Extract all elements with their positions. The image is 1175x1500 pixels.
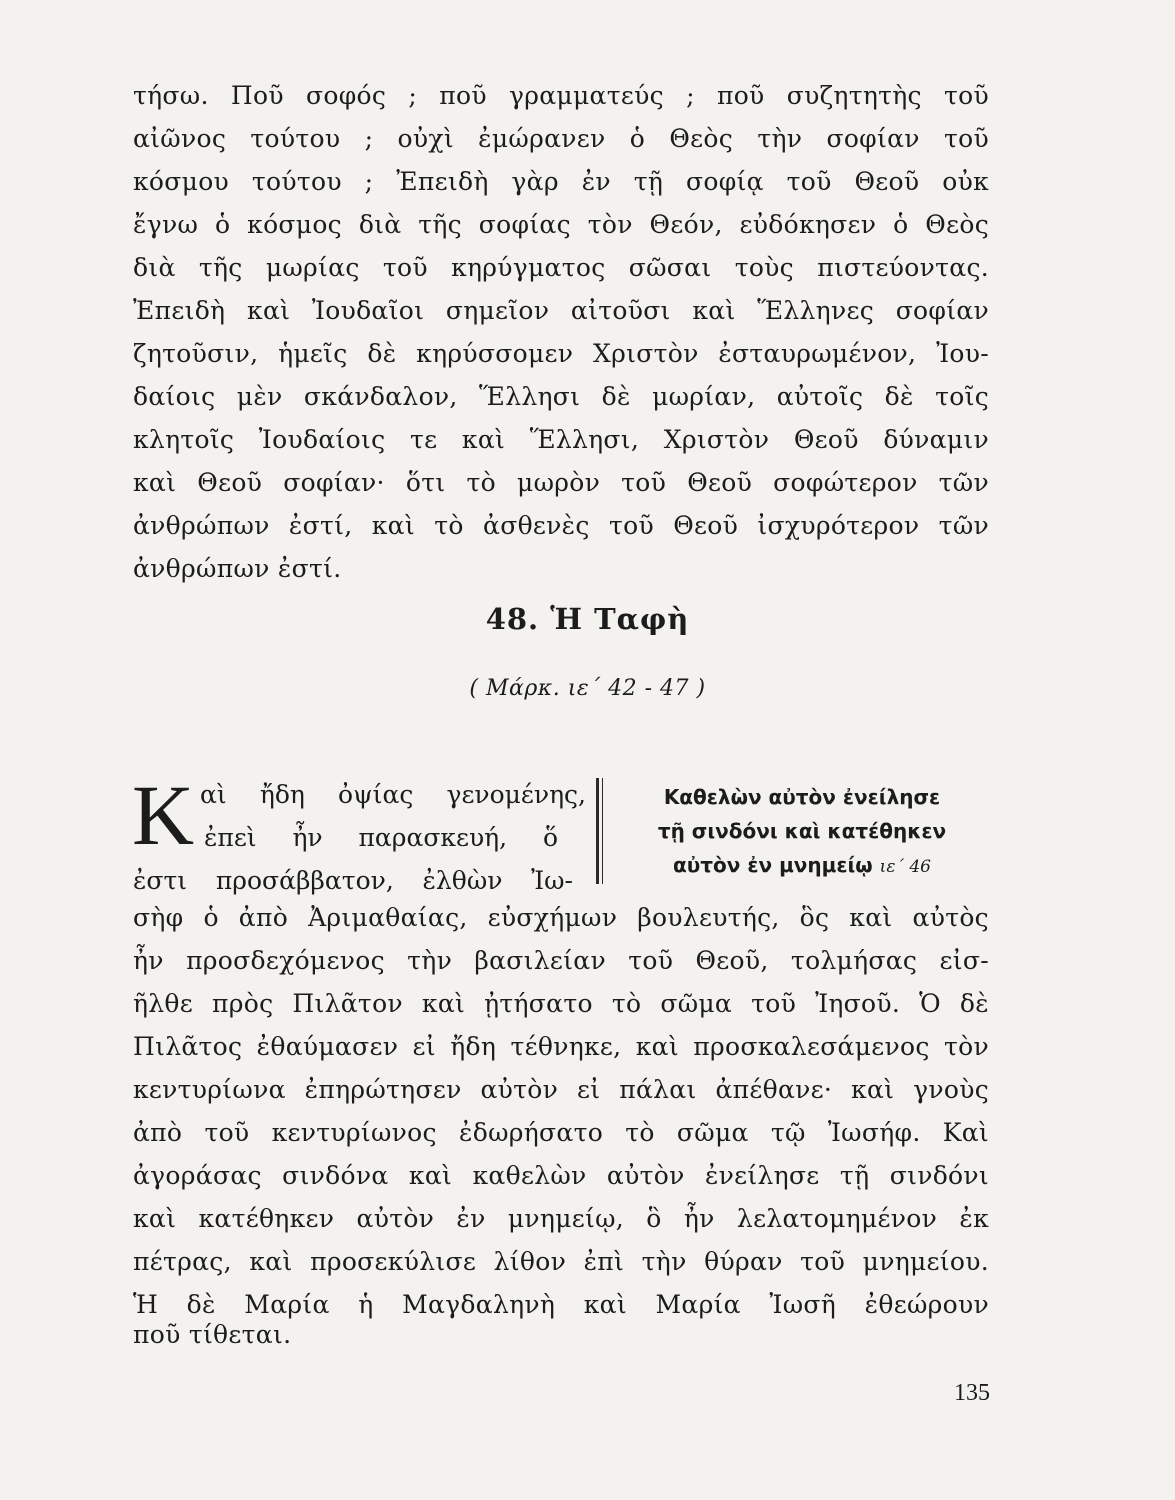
section-heading: 48. Ἡ Ταφὴ [485,602,690,636]
text-line: ἀπὸ τοῦ κεντυρίωνος ἐδωρήσατο τὸ σῶμα τῷ Ἰωσήφ. Καὶ [133,1118,989,1147]
page-number: 135 [954,1380,990,1406]
text-line: ποῦ τίθεται. [133,1320,292,1349]
text-line: αἰῶνος τούτου ; οὐχὶ ἐμώρανεν ὁ Θεὸς τὴν σοφίαν τοῦ [133,124,989,153]
text-line: ἀγοράσας σινδόνα καὶ καθελὼν αὐτὸν ἐνείλησε τῇ σινδόνι [133,1161,989,1190]
text-line: ἀνθρώπων ἐστί, καὶ τὸ ἀσθενὲς τοῦ Θεοῦ ἰσχυρότερον τῶν [133,511,989,540]
section-reference: ( Μάρκ. ιε΄ 42 - 47 ) [469,676,706,701]
sidenote-line: τῇ σινδόνι καὶ κατέθηκεν [657,819,947,843]
margin-rule [602,778,603,884]
text-line: σὴφ ὁ ἀπὸ Ἀριμαθαίας, εὐσχήμων βουλευτής, ὃς καὶ αὐτὸς [133,903,989,932]
text-line: ἔγνω ὁ κόσμος διὰ τῆς σοφίας τὸν Θεόν, εὐδόκησεν ὁ Θεὸς [133,210,989,239]
sidenote-line: Καθελὼν αὐτὸν ἐνείλησε [663,785,941,809]
text-line: καὶ Θεοῦ σοφίαν· ὅτι τὸ μωρὸν τοῦ Θεοῦ σοφώτερον τῶν [133,468,989,497]
text-line: Πιλᾶτος ἐθαύμασεν εἰ ἤδη τέθνηκε, καὶ προσκαλεσάμενος τὸν [133,1032,989,1061]
text-line: τήσω. Ποῦ σοφός ; ποῦ γραμματεύς ; ποῦ συζητητὴς τοῦ [133,81,989,110]
sidenote-reference: ιε΄ 46 [879,857,931,877]
sidenote-line: αὐτὸν ἐν μνημείῳ [673,853,873,877]
text-line: πέτρας, καὶ προσεκύλισε λίθον ἐπὶ τὴν θύραν τοῦ μνημείου. [133,1247,989,1276]
text-line: διὰ τῆς μωρίας τοῦ κηρύγματος σῶσαι τοὺς πιστεύοντας. [133,253,989,282]
text-line: Ἡ δὲ Μαρία ἡ Μαγδαληνὴ καὶ Μαρία Ἰωσῆ ἐθεώρουν [133,1290,989,1319]
text-line: κλητοῖς Ἰουδαίοις τε καὶ Ἕλλησι, Χριστὸν Θεοῦ δύναμιν [133,425,989,454]
text-line: καὶ κατέθηκεν αὐτὸν ἐν μνημείῳ, ὃ ἦν λελατομημένον ἐκ [133,1204,989,1233]
text-line: κεντυρίωνα ἐπηρώτησεν αὐτὸν εἰ πάλαι ἀπέθανε· καὶ γνοὺς [133,1075,989,1104]
drop-cap: Κ [132,767,195,863]
text-line: κόσμου τούτου ; Ἐπειδὴ γὰρ ἐν τῇ σοφίᾳ τοῦ Θεοῦ οὐκ [133,167,989,196]
text-line: ἐστι προσάββατον, ἐλθὼν Ἰω- [133,866,573,895]
text-line: αὶ ἤδη ὀψίας γενομένης, [200,780,586,809]
text-line: Ἐπειδὴ καὶ Ἰουδαῖοι σημεῖον αἰτοῦσι καὶ Ἕλληνες σοφίαν [133,296,989,325]
text-line: ἐπεὶ ἦν παρασκευή, ὅ [204,823,558,852]
text-line: δαίοις μὲν σκάνδαλον, Ἕλλησι δὲ μωρίαν, αὐτοῖς δὲ τοῖς [133,382,989,411]
text-line: ζητοῦσιν, ἡμεῖς δὲ κηρύσσομεν Χριστὸν ἐσταυρωμένον, Ἰου- [133,339,989,368]
sidenote-line-with-ref [614,848,990,884]
text-line: ῆλθε πρὸς Πιλᾶτον καὶ ᾐτήσατο τὸ σῶμα τοῦ Ἰησοῦ. Ὁ δὲ [133,989,989,1018]
margin-rule [596,778,599,884]
text-line: ἦν προσδεχόμενος τὴν βασιλείαν τοῦ Θεοῦ, τολμήσας εἰσ- [133,946,989,975]
text-line: ἀνθρώπων ἐστί. [133,554,342,583]
